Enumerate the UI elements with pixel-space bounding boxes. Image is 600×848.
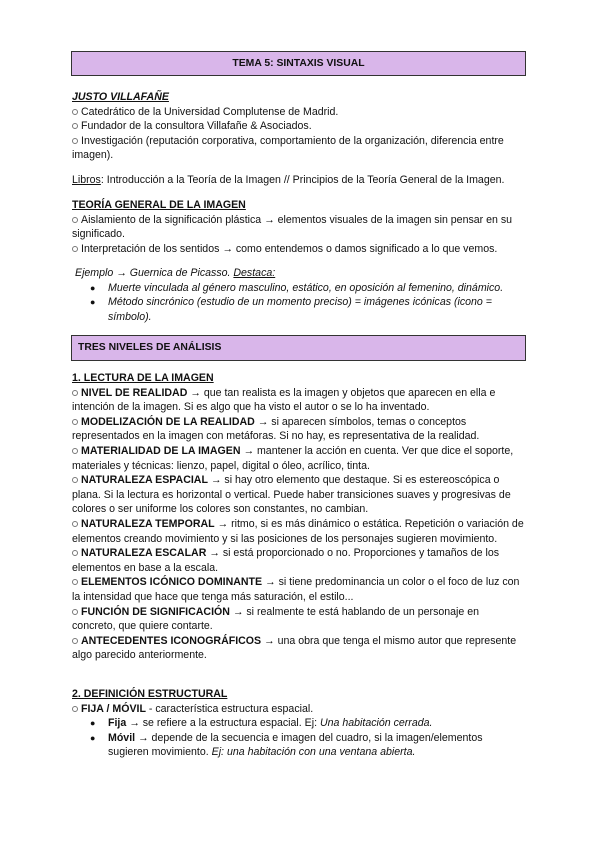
example-block — [72, 266, 524, 324]
circle-bullet-icon — [72, 638, 78, 644]
circle-bullet-icon — [72, 419, 78, 425]
list-item: Investigación (reputación corporativa, comportamiento de la organización, diferencia entre imagen). — [72, 134, 504, 162]
circle-bullet-icon — [72, 550, 78, 556]
author-section — [72, 90, 524, 188]
section-reading — [72, 371, 524, 663]
list-item: Fundador de la consultora Villafañe & Asociados. — [72, 119, 524, 134]
books-line: Libros: Introducción a la Teoría de la Imagen // Principios de la Teoría General de la Imagen. — [72, 173, 505, 186]
theory-section — [72, 198, 524, 256]
section1-heading: 1. LECTURA DE LA IMAGEN — [72, 372, 214, 384]
list-item: NIVEL DE REALIDAD → que tan realista es la imagen y objetos que aparecen en ella e intención de la imagen. Si es algo que ha visto el autor o se lo ha inventado. — [72, 386, 496, 414]
circle-bullet-icon — [72, 123, 78, 129]
circle-bullet-icon — [72, 390, 78, 396]
circle-bullet-icon — [72, 706, 78, 712]
example-highlight: Destaca: — [233, 267, 276, 279]
list-item: MODELIZACIÓN DE LA REALIDAD → si aparecen símbolos, temas o conceptos representados en la imagen con metáforas. Si no hay, es representativa de la realidad. — [72, 415, 480, 443]
section-structure — [72, 687, 524, 760]
circle-bullet-icon — [72, 246, 78, 252]
circle-bullet-icon — [72, 521, 78, 527]
structure-list — [72, 702, 524, 717]
list-item: ● Método sincrónico (estudio de un momento preciso) = imágenes icónicas (icono = símbolo). — [72, 295, 524, 324]
list-item: FIJA / MÓVIL - característica estructura espacial. — [72, 702, 524, 717]
levels-banner: TRES NIVELES DE ANÁLISIS — [71, 335, 526, 361]
list-item: MATERIALIDAD DE LA IMAGEN → mantener la acción en cuenta. Ver que dice el soporte, materiales y técnicas: lienzo, papel, digital o óleo, acrílico, tinta. — [72, 444, 514, 472]
list-item: ANTECEDENTES ICONOGRÁFICOS → una obra que tenga el mismo autor que represente algo parecido anteriormente. — [72, 634, 517, 662]
section2-heading: 2. DEFINICIÓN ESTRUCTURAL — [72, 688, 228, 700]
circle-bullet-icon — [72, 217, 78, 223]
reading-list — [72, 386, 524, 663]
circle-bullet-icon — [72, 477, 78, 483]
books-label: Libros — [72, 173, 101, 186]
list-item: ● Muerte vinculada al género masculino, estático, en oposición al femenino, dinámico. — [72, 281, 524, 296]
theory-list — [72, 213, 524, 257]
author-name: JUSTO VILLAFAÑE — [72, 91, 169, 103]
circle-bullet-icon — [72, 609, 78, 615]
circle-bullet-icon — [72, 579, 78, 585]
list-item: NATURALEZA ESCALAR → si está proporcionado o no. Proporciones y tamaños de los elementos en base a la escala. — [72, 547, 500, 574]
list-item: ● Fija → se refiere a la estructura espacial. Ej: Una habitación cerrada. — [72, 716, 524, 731]
list-item: NATURALEZA ESPACIAL → si hay otro elemento que destaque. Si es estereoscópica o plana. Si la lectura es horizontal o vertical. Puede haber transiciones suaves y progresivas de colores o ser uniforme los colores son constantes, no cambian. — [72, 474, 511, 516]
page-title: TEMA 5: SINTAXIS VISUAL — [71, 51, 526, 76]
circle-bullet-icon — [72, 448, 78, 454]
list-item: ● Móvil → depende de la secuencia e imagen del cuadro, si la imagen/elementos sugieren movimiento. Ej: una habitación con una ventana abierta. — [72, 731, 524, 760]
author-list — [72, 105, 524, 163]
example-line: Ejemplo → Guernica de Picasso. Destaca: — [75, 267, 276, 279]
theory-heading: TEORÍA GENERAL DE LA IMAGEN — [72, 199, 246, 211]
circle-bullet-icon — [72, 109, 78, 115]
circle-bullet-icon — [72, 138, 78, 144]
list-item: NATURALEZA TEMPORAL → ritmo, si es más dinámico o estática. Repetición o variación de elementos creando movimiento y si las posiciones de los personajes sugieren movimiento. — [72, 517, 524, 545]
list-item: ELEMENTOS ICÓNICO DOMINANTE → si tiene predominancia un color o el foco de luz con la intensidad que hace que tenga más saturación, el estilo... — [72, 576, 520, 603]
list-item: FUNCIÓN DE SIGNIFICACIÓN → si realmente te está hablando de un personaje en concreto, que quiere contarte. — [72, 605, 480, 633]
list-item: Interpretación de los sentidos → como entendemos o damos significado a lo que vemos. — [72, 242, 524, 257]
structure-bullets — [72, 716, 524, 760]
example-bullets — [72, 281, 524, 325]
list-item: Catedrático de la Universidad Complutense de Madrid. — [72, 105, 524, 120]
list-item: Aislamiento de la significación plástica → elementos visuales de la imagen sin pensar en su significado. — [72, 213, 513, 241]
